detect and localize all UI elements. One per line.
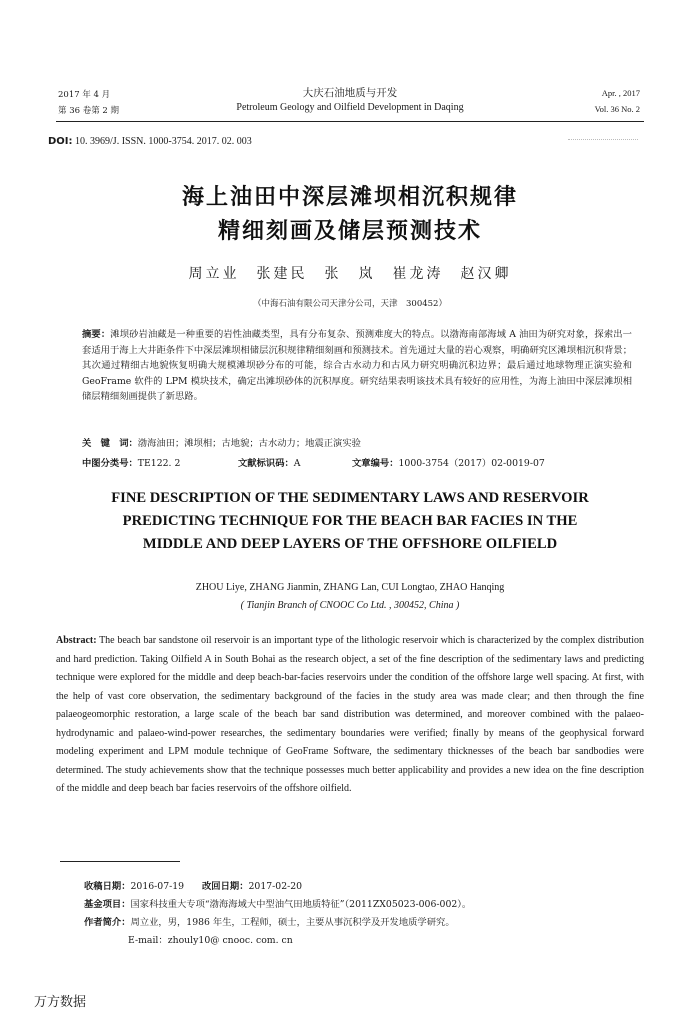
fund-label: 基金项目： xyxy=(84,899,131,910)
authors-en: ZHOU Liye, ZHANG Jianmin, ZHANG Lan, CUI Longtao, ZHAO Hanqing xyxy=(195,582,505,593)
abstract-en xyxy=(56,632,644,799)
abstract-cn-label: 摘要： xyxy=(82,329,111,340)
footnote-rule xyxy=(60,861,180,862)
fund-line xyxy=(84,896,664,914)
journal-name-en: Petroleum Geology and Oilfield Development in Daqing xyxy=(236,102,464,113)
doi-value: 10. 3969/J. ISSN. 1000-3754. 2017. 02. 003 xyxy=(75,136,252,147)
doc-code xyxy=(238,456,301,472)
title-cn-line2: 精细刻画及储层预测技术 xyxy=(217,219,482,244)
author-bio-value: 周立业，男，1986 年生，工程师，硕士，主要从事沉积学及开发地质学研究。 xyxy=(130,917,455,928)
author-email[interactable]: E-mail：zhouly10@ cnooc. com. cn xyxy=(128,935,293,946)
author-bio xyxy=(84,914,664,932)
header-volume: 第 36 卷第 2 期 xyxy=(58,106,120,116)
article-number-value: 1000-3754（2017）02-0019-07 xyxy=(398,458,545,469)
journal-name-cn: 大庆石油地质与开发 xyxy=(302,87,398,99)
received-label: 收稿日期： xyxy=(84,881,131,892)
title-en-line2: PREDICTING TECHNIQUE FOR THE BEACH BAR FACIES IN THE xyxy=(122,513,578,529)
watermark-text: 万方数据 xyxy=(34,995,87,1010)
article-number-label: 文章编号： xyxy=(352,458,399,469)
header-rule xyxy=(56,121,644,122)
authors-cn: 周立业 张建民 张 岚 崔龙涛 赵汉卿 xyxy=(188,266,512,282)
clc-value: TE122. 2 xyxy=(137,458,181,469)
doi-line xyxy=(48,136,252,147)
clc-label: 中图分类号： xyxy=(82,458,138,469)
abstract-en-label: Abstract: xyxy=(56,635,97,646)
title-en-line3: MIDDLE AND DEEP LAYERS OF THE OFFSHORE OILFIELD xyxy=(142,536,558,552)
doi-label: DOI: xyxy=(48,136,73,147)
abstract-en-text: The beach bar sandstone oil reservoir is an important type of the lithologic reservoir which is characterized by the complex distribution and hard prediction. Taking Oilfield A in South Bohai as the research object, a set of the fine description of the sedimentary laws and predicting technique were explored for the middle and deep beach-bar-facies reservoirs under the condition of the offshore large well spacing. At first, with the help of vast core observation, the sedimentary background of the facies in the study area was made clear; and then through the fine palaeogeomorphic restoration, a large scale of the beach bar sand distribution was determined, and moreover combined with the palaeo-hydrodynamic and palaeo-wind-power researches, the sedimentary boundaries were verified; finally by means of the geophysical forward modeling experiment and LPM module technique of GeoFrame Software, the sedimentary thicknesses of the beach bar sandbodies were determined. The study achievements show that the technique possesses much better applicability and provides a new idea on the fine description of the middle and deep beach bar facies reservoirs of the offshore oilfield. xyxy=(56,635,644,794)
keywords-cn xyxy=(82,436,632,452)
keywords-cn-label: 关 键 词： xyxy=(82,438,138,449)
received-value: 2016-07-19 xyxy=(130,881,185,892)
dotted-divider xyxy=(568,139,638,141)
doc-code-value: A xyxy=(293,458,301,469)
title-en-line1: FINE DESCRIPTION OF THE SEDIMENTARY LAWS AND RESERVOIR xyxy=(111,490,589,506)
title-cn-line1: 海上油田中深层滩坝相沉积规律 xyxy=(181,185,518,210)
affiliation-en: ( Tianjin Branch of CNOOC Co Ltd. , 300452, China ) xyxy=(240,600,460,611)
fund-value: 国家科技重大专项“渤海海域大中型油气田地质特征”（2011ZX05023-006-002）。 xyxy=(130,899,472,910)
header-date: 2017 年 4 月 xyxy=(58,90,111,100)
header-date-en: Apr. , 2017 xyxy=(601,88,640,98)
abstract-cn-text: 滩坝砂岩油藏是一种重要的岩性油藏类型，具有分布复杂、预测难度大的特点。以渤海南部海域 A 油田为研究对象，探索出一套适用于海上大井距条件下中深层滩坝相储层沉积规律精细刻画和预测技术。首先通过大量的岩心观察，明确研究区滩坝相沉积背景；其次通过精细古地貌恢复明确大规模滩坝砂分布的可能，综合古水动力和古风力研究明确沉积边界；最后通过地球物理正演实验和 GeoFrame 软件的 LPM 模块技术，确定出滩坝砂体的沉积厚度。研究结果表明该技术具有较好的应用性，为海上油田中深层滩坝相储层精细刻画提供了新思路。 xyxy=(82,329,632,402)
revised-label: 改回日期： xyxy=(202,881,249,892)
revised-date xyxy=(202,878,302,896)
abstract-cn xyxy=(82,327,632,405)
affiliation-cn: （中海石油有限公司天津分公司，天津 300452） xyxy=(253,299,447,309)
received-date xyxy=(84,878,184,896)
doc-code-label: 文献标识码： xyxy=(238,458,294,469)
revised-value: 2017-02-20 xyxy=(248,881,303,892)
header-volume-en: Vol. 36 No. 2 xyxy=(594,104,640,114)
article-number xyxy=(352,456,545,472)
keywords-cn-text: 渤海油田；滩坝相；古地貌；古水动力；地震正演实验 xyxy=(137,438,361,449)
author-bio-label: 作者简介： xyxy=(84,917,131,928)
